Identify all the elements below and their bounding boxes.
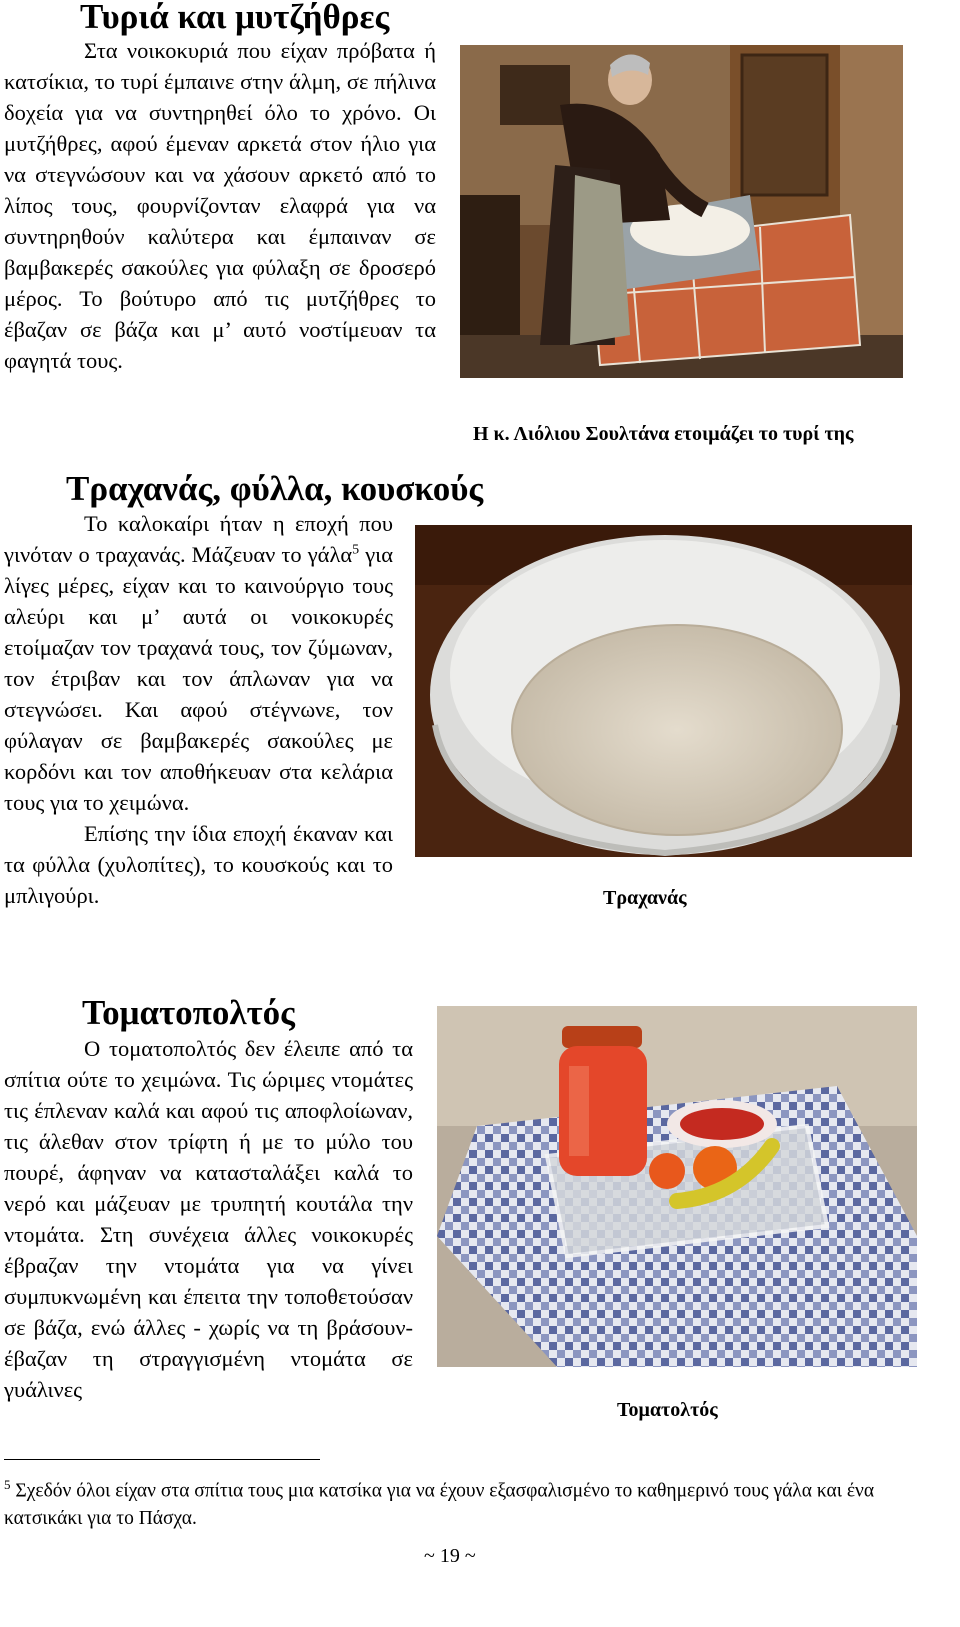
section-title-trahanas: Τραχανάς, φύλλα, κουσκούς	[66, 469, 484, 508]
paragraph-trahanas	[4, 508, 393, 911]
footnote-text: Σχεδόν όλοι είχαν στα σπίτια τους μια κατσίκα για να έχουν εξασφαλισμένο το καθημερινό τους γάλα και ένα κατσικάκι για το Πάσχα.	[4, 1480, 875, 1529]
photo-trahanas-bowl	[415, 525, 912, 857]
footnote	[4, 1471, 914, 1532]
section-title-tyria: Τυριά και μυτζήθρες	[80, 0, 390, 36]
paragraph-tyria-text: Στα νοικοκυριά που είχαν πρόβατα ή κατσίκια, το τυρί έμπαινε στην άλμη, σε πήλινα δοχεία για να συντηρηθεί όλο το χρόνο. Οι μυτζήθρες, αφού έμεναν αρκετά στον ήλιο για να στεγνώσουν και να χάσουν αρκετό από το λίπος τους, φουρνίζονταν ελαφρά για να συντηρηθούν καλύτερα και έμπαιναν σε βαμβακερές σακούλες για φύλαξη σε δροσερό μέρος. Το βούτυρο από τις μυτζήθρες το έβαζαν σε βάζα και μ’ αυτό νοστίμευαν τα φαγητά τους.	[4, 38, 436, 373]
page-number: ~ 19 ~	[424, 1545, 476, 1567]
footnote-separator	[4, 1459, 320, 1460]
paragraph-tomatopoltos-text: Ο τοματοπολτός δεν έλειπε από τα σπίτια ούτε το χειμώνα. Τις ώριμες ντομάτες τις έπλεναν καλά και αφού τις αποφλοίωναν, τις άλεθαν στον τρίφτη ή με το μύλο του πουρέ, άφηναν να κατασταλάξει καλά το νερό και μάζευαν με τρυπητή κουτάλα την ντομάτα. Στη συνέχεια άλλες νοικοκυρές έβραζαν την ντομάτα για να γίνει συμπυκνωμένη και έπειτα την τοποθετούσαν σε βάζα, ενώ άλλες - χωρίς να τη βράσουν- έβαζαν τη στραγγισμένη ντομάτα σε γυάλινες	[4, 1036, 413, 1402]
caption-trahanas-photo: Τραχανάς	[603, 887, 687, 909]
paragraph-trahanas-1-end: για λίγες μέρες, είχαν και το καινούργιο τους αλεύρι και μ’ αυτά οι νοικοκυρές ετοίμαζαν τον τραχανά τους, τον ζύμωναν, τον έτριβαν και τον άπλωναν για να στεγνώσει. Και αφού στέγνωνε, τον φύλαγαν σε βαμβακερές σακούλες με κορδόνι και τον αποθήκευαν στα κελάρια τους για το χειμώνα.	[4, 542, 393, 815]
caption-tomato-photo: Τοματολτός	[617, 1399, 718, 1421]
paragraph-tyria	[4, 35, 436, 376]
section-title-tomatopoltos: Τοματοπολτός	[82, 993, 295, 1032]
paragraph-tomatopoltos	[4, 1033, 413, 1405]
caption-cheese-photo: Η κ. Λιόλιου Σουλτάνα ετοιμάζει το τυρί της	[473, 423, 854, 445]
footnote-number: 5	[4, 1477, 11, 1492]
paragraph-trahanas-1	[4, 508, 393, 818]
paragraph-trahanas-2: Επίσης την ίδια εποχή έκαναν και τα φύλλα (χυλοπίτες), το κουσκούς και το μπλιγούρι.	[4, 821, 393, 908]
photo-tomato-paste	[437, 1006, 917, 1367]
photo-cheese-preparation	[460, 45, 903, 378]
paragraph-trahanas-1-start: Το καλοκαίρι ήταν η εποχή που γινόταν ο τραχανάς. Μάζευαν το γάλα	[4, 511, 393, 567]
footnote-ref: 5	[352, 542, 360, 558]
